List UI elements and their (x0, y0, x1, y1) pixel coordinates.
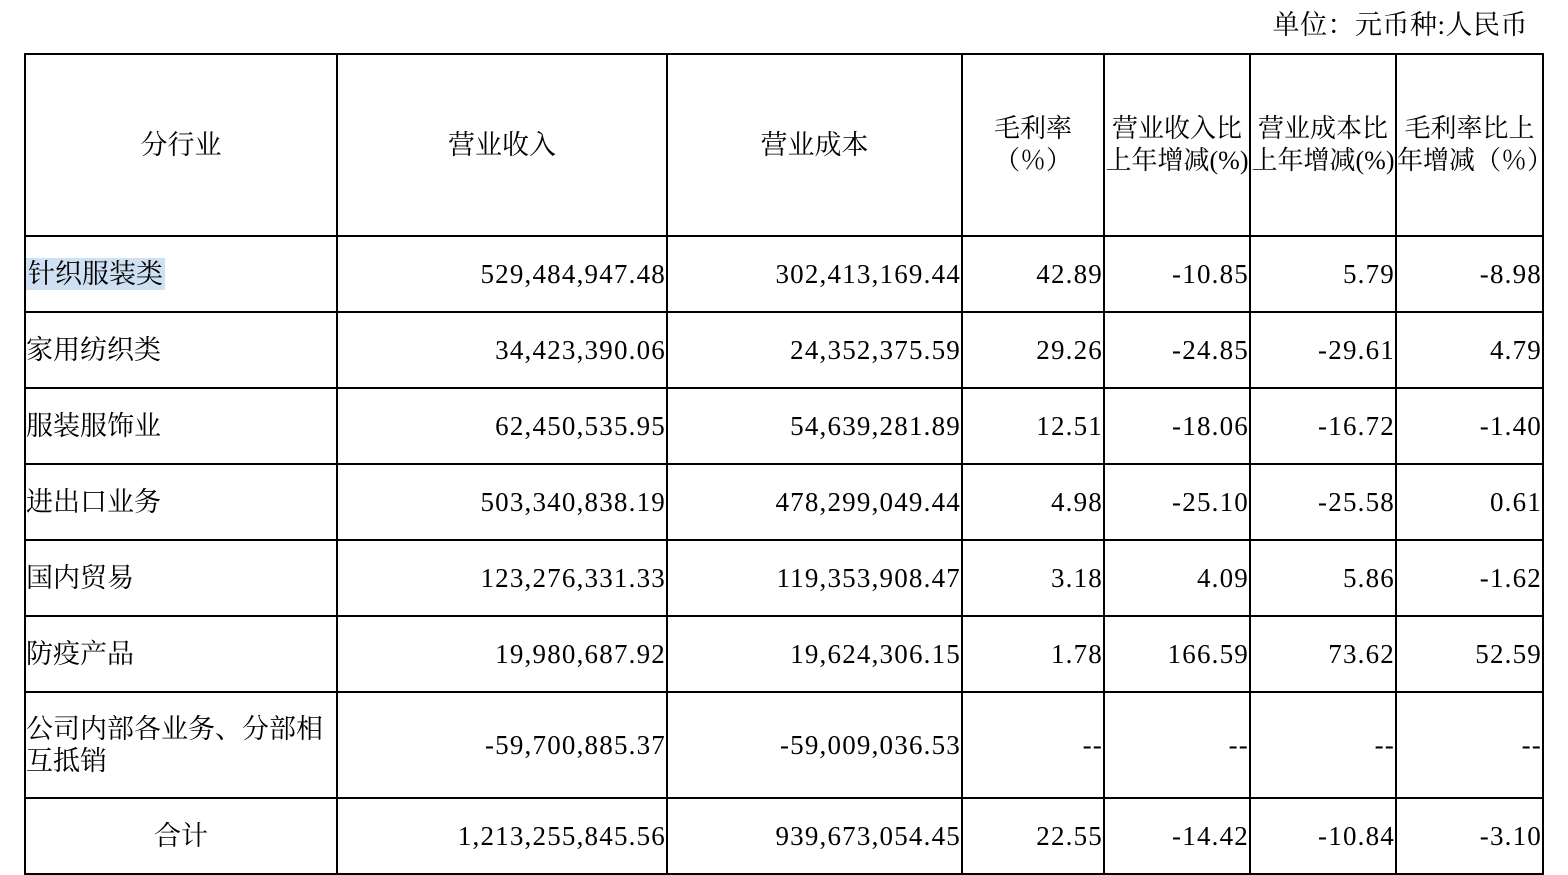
segment-revenue-table (24, 53, 1554, 875)
table-row (25, 388, 1543, 464)
table-row (25, 692, 1543, 798)
row-cost-yoy-cell: 5.79 (1250, 236, 1396, 312)
table-row (25, 616, 1543, 692)
total-gross-margin-cell: 22.55 (962, 798, 1104, 874)
row-revenue-cell: -59,700,885.37 (337, 692, 667, 798)
row-margin-yoy-cell: -8.98 (1396, 236, 1543, 312)
row-gross-margin-cell: 4.98 (962, 464, 1104, 540)
total-revenue-cell: 1,213,255,845.56 (337, 798, 667, 874)
total-label-cell: 合计 (25, 798, 337, 874)
row-revenue-yoy-cell: 4.09 (1104, 540, 1250, 616)
row-category-cell (25, 236, 337, 312)
total-cost-cell: 939,673,054.45 (667, 798, 962, 874)
table-total-row (25, 798, 1543, 874)
column-header-category: 分行业 (25, 54, 337, 236)
row-category-label: 针织服装类 (28, 258, 163, 289)
table-row (25, 236, 1543, 312)
unit-note: 单位：元币种:人民币 (1272, 10, 1528, 40)
row-gross-margin-cell: 29.26 (962, 312, 1104, 388)
row-revenue-yoy-cell: -10.85 (1104, 236, 1250, 312)
row-revenue-cell: 123,276,331.33 (337, 540, 667, 616)
table-row (25, 540, 1543, 616)
row-cost-cell: 54,639,281.89 (667, 388, 962, 464)
row-revenue-yoy-cell: -- (1104, 692, 1250, 798)
row-margin-yoy-cell: -1.62 (1396, 540, 1543, 616)
row-margin-yoy-cell: 52.59 (1396, 616, 1543, 692)
table-row (25, 464, 1543, 540)
row-revenue-cell: 62,450,535.95 (337, 388, 667, 464)
total-margin-yoy-cell: -3.10 (1396, 798, 1543, 874)
row-gross-margin-cell: 42.89 (962, 236, 1104, 312)
row-margin-yoy-cell: 4.79 (1396, 312, 1543, 388)
row-revenue-yoy-cell: -24.85 (1104, 312, 1250, 388)
row-category-cell: 防疫产品 (25, 616, 337, 692)
row-cost-yoy-cell: -25.58 (1250, 464, 1396, 540)
row-category-cell: 公司内部各业务、分部相互抵销 (25, 692, 337, 798)
column-header-gross-margin: 毛利率（％） (962, 54, 1104, 236)
row-category-cell: 家用纺织类 (25, 312, 337, 388)
total-revenue-yoy-cell: -14.42 (1104, 798, 1250, 874)
row-cost-cell: 302,413,169.44 (667, 236, 962, 312)
column-header-cost: 营业成本 (667, 54, 962, 236)
row-cost-yoy-cell: 5.86 (1250, 540, 1396, 616)
row-gross-margin-cell: 1.78 (962, 616, 1104, 692)
row-cost-cell: 24,352,375.59 (667, 312, 962, 388)
row-revenue-yoy-cell: -25.10 (1104, 464, 1250, 540)
row-cost-cell: 19,624,306.15 (667, 616, 962, 692)
table-row (25, 312, 1543, 388)
row-cost-cell: -59,009,036.53 (667, 692, 962, 798)
row-margin-yoy-cell: 0.61 (1396, 464, 1543, 540)
row-category-cell: 国内贸易 (25, 540, 337, 616)
row-revenue-yoy-cell: -18.06 (1104, 388, 1250, 464)
row-category-cell: 服装服饰业 (25, 388, 337, 464)
row-revenue-cell: 19,980,687.92 (337, 616, 667, 692)
row-cost-cell: 119,353,908.47 (667, 540, 962, 616)
column-header-margin-yoy: 毛利率比上年增减（％） (1396, 54, 1543, 236)
row-revenue-yoy-cell: 166.59 (1104, 616, 1250, 692)
table-body (25, 236, 1543, 874)
row-cost-yoy-cell: -29.61 (1250, 312, 1396, 388)
column-header-cost-yoy: 营业成本比上年增减(%) (1250, 54, 1396, 236)
row-cost-yoy-cell: 73.62 (1250, 616, 1396, 692)
row-revenue-cell: 529,484,947.48 (337, 236, 667, 312)
row-category-cell: 进出口业务 (25, 464, 337, 540)
row-gross-margin-cell: 3.18 (962, 540, 1104, 616)
row-margin-yoy-cell: -1.40 (1396, 388, 1543, 464)
row-margin-yoy-cell: -- (1396, 692, 1543, 798)
row-revenue-cell: 34,423,390.06 (337, 312, 667, 388)
table-header-row (25, 54, 1543, 236)
row-gross-margin-cell: 12.51 (962, 388, 1104, 464)
column-header-revenue: 营业收入 (337, 54, 667, 236)
row-gross-margin-cell: -- (962, 692, 1104, 798)
row-revenue-cell: 503,340,838.19 (337, 464, 667, 540)
row-cost-yoy-cell: -- (1250, 692, 1396, 798)
total-cost-yoy-cell: -10.84 (1250, 798, 1396, 874)
row-cost-yoy-cell: -16.72 (1250, 388, 1396, 464)
row-cost-cell: 478,299,049.44 (667, 464, 962, 540)
table-header (25, 54, 1554, 236)
column-header-revenue-yoy: 营业收入比上年增减(%) (1104, 54, 1250, 236)
